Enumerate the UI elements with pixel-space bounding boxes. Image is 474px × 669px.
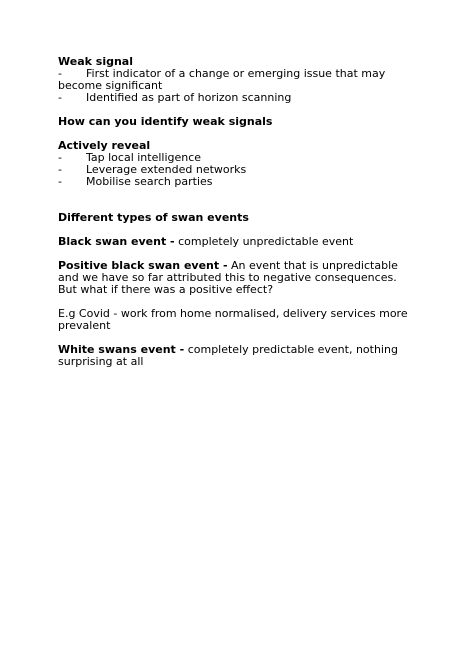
actively-reveal-list [58,152,418,188]
weak-signal-list [58,68,418,104]
bullet-dash: - [58,163,62,176]
positive-black-swan-text: An event that is unpredictable and we have so far attributed this to negative consequences. But what if there was a positive effect? [58,259,398,296]
covid-example: E.g Covid - work from home normalised, delivery services more prevalent [58,307,408,332]
positive-black-swan-term: Positive black swan event - [58,259,228,272]
actively-reveal-heading: Actively reveal [58,139,151,152]
black-swan-definition [58,236,418,248]
bullet-dash: - [58,91,62,104]
document-page [58,56,418,368]
identify-heading: How can you identify weak signals [58,115,273,128]
list-item-text: Leverage extended networks [86,163,247,176]
list-item-text: Mobilise search parties [86,175,213,188]
bullet-dash: - [58,151,62,164]
list-item-text: First indicator of a change or emerging issue that may become significant [58,67,386,92]
black-swan-term: Black swan event - [58,235,175,248]
list-item [58,68,418,92]
white-swan-text: completely predictable event, nothing surprising at all [58,343,398,368]
black-swan-text: completely unpredictable event [174,235,354,248]
list-item [58,92,418,104]
list-item-text: Identified as part of horizon scanning [86,91,292,104]
bullet-dash: - [58,67,62,80]
positive-black-swan-definition [58,260,418,296]
list-item-text: Tap local intelligence [86,151,202,164]
weak-signal-heading: Weak signal [58,55,133,68]
white-swan-term: White swans event - [58,343,185,356]
swan-types-heading: Different types of swan events [58,211,249,224]
white-swan-definition [58,344,418,368]
bullet-dash: - [58,175,62,188]
list-item [58,176,418,188]
